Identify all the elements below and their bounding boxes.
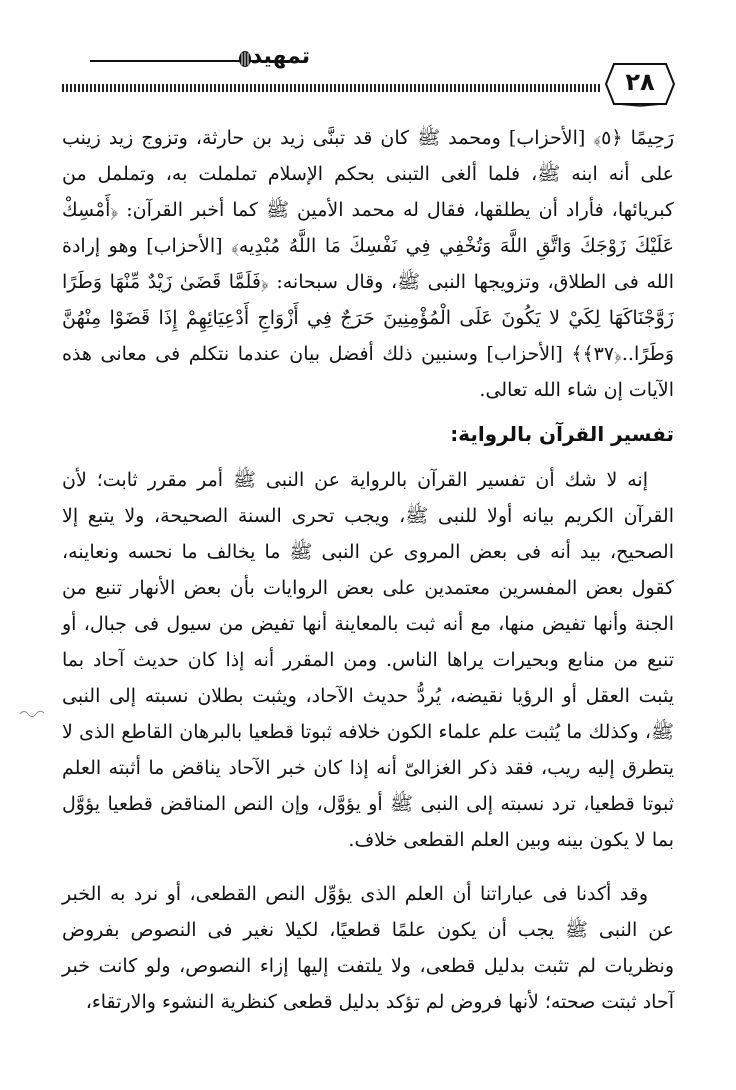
ornament-icon xyxy=(238,50,252,68)
paragraph: وقد أكدنا فى عباراتنا أن العلم الذى يؤوِّل النص القطعى، أو نرد به الخبر عن النبى ﷺ يجب أن يكون علمًا قطعيًا، لكيلا نغير فى النصوص بفروض ونظريات لم تثبت بدليل قطعى، ولا يلتفت إليها إزاء النصوص، ولو كانت خبر آحاد ثبتت صحته؛ لأنها فروض لم تؤكد بدليل قطعى كنظرية النشوء والارتقاء، xyxy=(62,883,674,1013)
running-header xyxy=(90,44,370,74)
margin-mark-icon xyxy=(18,708,48,718)
header-dotted-rule xyxy=(62,84,602,92)
page-number-badge xyxy=(604,62,676,108)
page-number: ٢٨ xyxy=(625,68,655,96)
chapter-title: تمهيد xyxy=(250,44,310,69)
paragraph: إنه لا شك أن تفسير القرآن بالرواية عن النبى ﷺ أمر مقرر ثابت؛ لأن القرآن الكريم بيانه أولا للنبى ﷺ، ويجب تحرى السنة الصحيحة، ولا يتبع إلا الصحيح، بيد أنه فى بعض المروى عن النبى ﷺ ما يخالف ما نحسه ونعاينه، كقول بعض المفسرين معتمدين على بعض الروايات بأن بعض الأنهار تنبع من الجنة وأنها تفيض منها، مع أنه ثبت بالمعاينة أنها تفيض من سيول فى جبال، أو تنبع من منابع وبحيرات يراها الناس. ومن المقرر أنه إذا كان حديث آحاد بما يثبت العقل أو الرؤيا نقيضه، يُردُّ حديث الآحاد، ويثبت بطلان نسبته إلى النبى ﷺ، وكذلك ما يُثبت علم علماء الكون خلافه ثبوتا قطعيا بالبرهان القاطع الذى لا يتطرق إليه ريب، فقد ذكر الغزالىّ أنه إذا كان خبر الآحاد يناقض ما أثبته العلم ثبوتا قطعيا، ترد نسبته إلى النبى ﷺ أو يؤوَّل، وإن النص المناقض قطعيا يؤوَّل بما لا يكون بينه وبين العلم القطعى خلاف. xyxy=(62,469,674,851)
page-body xyxy=(62,120,674,1020)
paragraph: رَحِيمًا ﴿٥﴾ [الأحزاب] ومحمد ﷺ كان قد تبنَّى زيد بن حارثة، وتزوج زيد زينب على أنه ابنه ﷺ، فلما ألغى التبنى بحكم الإسلام تململت به، وتململ من كبريائها، فأراد أن يطلقها، فقال له محمد الأمين ﷺ كما أخبر القرآن: ﴿أَمْسِكْ عَلَيْكَ زَوْجَكَ وَاتَّقِ اللَّهَ وَتُخْفِي فِي نَفْسِكَ مَا اللَّهُ مُبْدِيه﴾ [الأحزاب] وهو إرادة الله فى الطلاق، وتزويجها النبى ﷺ، وقال سبحانه: ﴿فَلَمَّا قَضَىٰ زَيْدٌ مِّنْهَا وَطَرًا زَوَّجْنَاكَهَا لِكَيْ لا يَكُونَ عَلَى الْمُؤْمِنِينَ حَرَجٌ فِي أَزْوَاجِ أَدْعِيَائِهِمْ إِذَا قَضَوْا مِنْهُنَّ وَطَرًا..﴿٣٧﴾﴾ [الأحزاب] وسنبين ذلك أفضل بيان عندما نتكلم فى معانى هذه الآيات إن شاء الله تعالى. xyxy=(62,127,674,401)
section-heading: تفسير القرآن بالرواية: xyxy=(450,422,674,446)
